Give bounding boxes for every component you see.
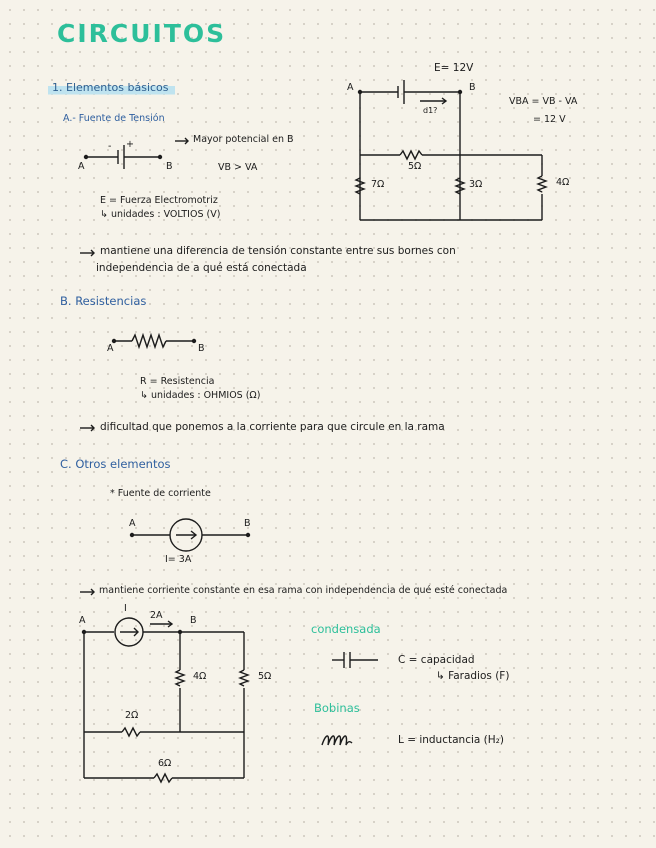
arrow-icon-2 (80, 425, 94, 431)
circuit1-node-a: A (347, 82, 354, 93)
circuit2-r6-label: 6Ω (158, 758, 172, 769)
voltage-source-symbol (84, 145, 162, 169)
capacitor-units: ↳ Faradios (F) (436, 670, 510, 682)
vsource-remark-line2: independencia de a qué está conectada (96, 262, 307, 274)
heading-other-elements: C. Otros elementos (60, 457, 171, 471)
csource-label: I= 3A (165, 554, 192, 565)
current-source-symbol (130, 519, 250, 551)
capacitor-heading: condensada (311, 622, 381, 636)
circuit1-r1-label: 7Ω (371, 179, 385, 190)
inequality-vb-va: VB > VA (218, 162, 258, 173)
vsource-node-b: B (166, 161, 173, 172)
vsource-plus-sign: + (126, 139, 134, 150)
vba-formula-line1: VBA = VB - VA (509, 96, 578, 107)
arrow-to-note-icon (175, 138, 188, 144)
circuit2-source-label: I (124, 603, 127, 614)
vsource-remark-line1: mantiene una diferencia de tensión constante entre sus bornes con (100, 245, 456, 257)
circuit2-r6-symbol (154, 774, 172, 782)
circuit1-question: d1? (423, 106, 438, 115)
circuit2-r4-symbol (176, 670, 184, 686)
resistor-remark: dificultad que ponemos a la corriente para que circule en la rama (100, 421, 445, 433)
capacitor-symbol (332, 652, 378, 668)
arrow-icon-3 (80, 589, 94, 595)
circuit1-diagram (356, 80, 546, 220)
resistance-definition: R = Resistencia (140, 376, 215, 387)
resistance-units: ↳ unidades : OHMIOS (Ω) (140, 390, 261, 401)
circuit1-r-series-label: 5Ω (408, 161, 422, 172)
higher-potential-note: Mayor potencial en B (193, 134, 294, 145)
resistor-symbol (112, 335, 196, 347)
circuit2-r4-label: 4Ω (193, 671, 207, 682)
current-source-subheading: * Fuente de corriente (110, 488, 211, 499)
resistor-node-b: B (198, 343, 205, 354)
circuit2-r5-label: 5Ω (258, 671, 272, 682)
emf-definition: E = Fuerza Electromotriz (100, 195, 218, 206)
inductor-definition: L = inductancia (H₂) (398, 734, 504, 746)
csource-node-a: A (129, 518, 136, 529)
circuit2-current-label: 2A (150, 610, 163, 621)
emf-units: ↳ unidades : VOLTIOS (V) (100, 209, 221, 220)
heading-voltage-source: A.- Fuente de Tensión (63, 113, 165, 124)
circuit1-r2-label: 3Ω (469, 179, 483, 190)
vsource-node-a: A (78, 161, 85, 172)
circuit2-r2-label: 2Ω (125, 710, 139, 721)
csource-remark: mantiene corriente constante en esa rama con independencia de qué esté conectada (99, 585, 508, 596)
resistor-node-a: A (107, 343, 114, 354)
capacitor-definition: C = capacidad (398, 654, 475, 666)
csource-node-b: B (244, 518, 251, 529)
circuit2-r2-symbol (122, 728, 140, 736)
vsource-dot-b (158, 155, 162, 159)
circuit2-node-b: B (190, 615, 197, 626)
vsource-minus-sign: - (108, 141, 112, 152)
circuit2-node-a: A (79, 615, 86, 626)
arrow-icon-1 (80, 250, 94, 256)
heading-resistors: B. Resistencias (60, 294, 147, 308)
circuit1-emf-label: E= 12V (434, 62, 474, 74)
circuit1-r3-label: 4Ω (556, 177, 570, 188)
inductor-symbol (322, 736, 352, 745)
circuit1-r3-symbol (538, 176, 546, 192)
circuit2-r5-symbol (240, 670, 248, 686)
circuit1-node-b: B (469, 82, 476, 93)
inductor-heading: Bobinas (314, 701, 360, 715)
page-title: CIRCUITOS (57, 19, 227, 48)
section-heading-basics: 1. Elementos básicos (48, 81, 175, 96)
vba-formula-line2: = 12 V (533, 114, 566, 125)
